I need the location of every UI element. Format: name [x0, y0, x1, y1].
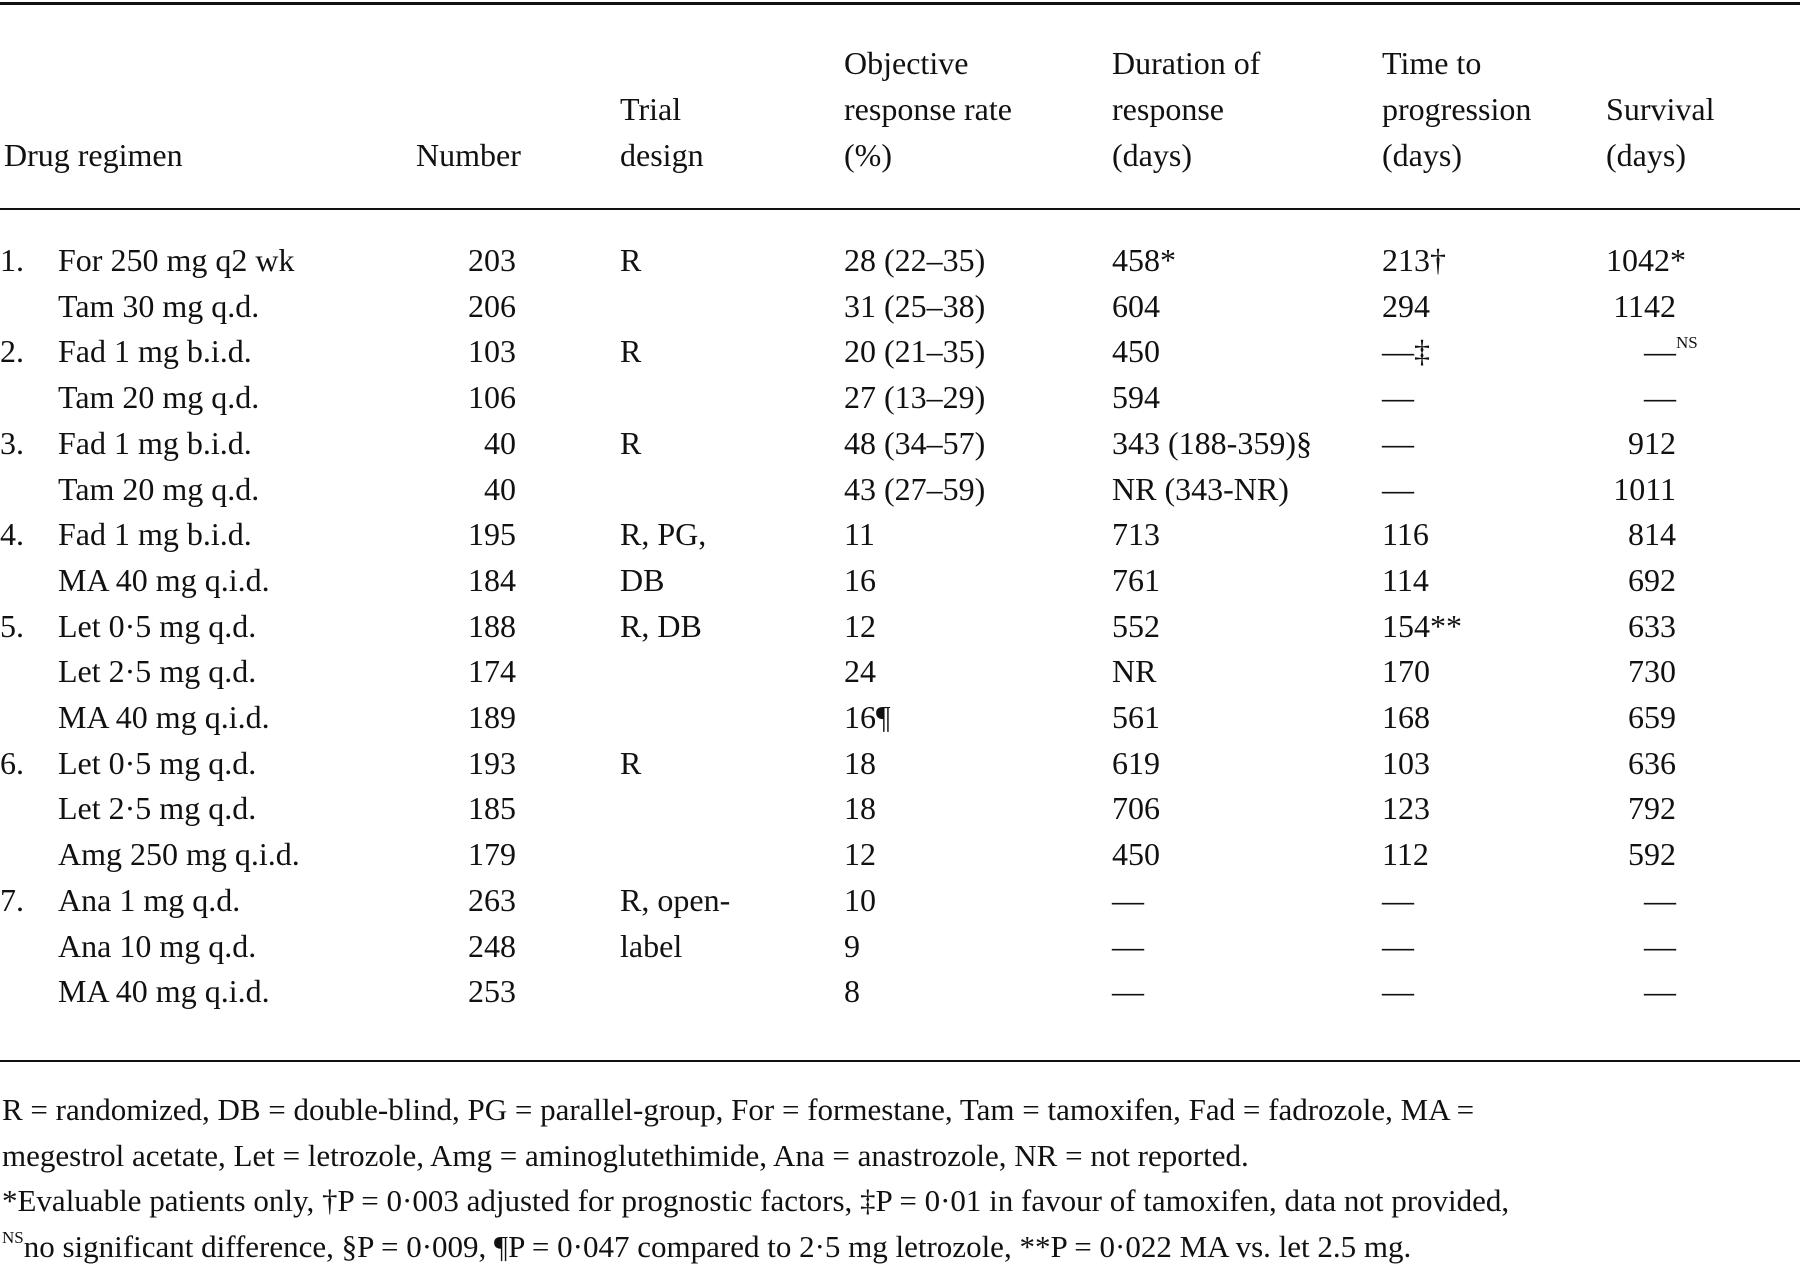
cell-number: 193 [416, 741, 620, 787]
cell-trial-design: R [620, 329, 844, 375]
cell-drug-regimen: Let 2·5 mg q.d. [58, 786, 416, 832]
cell-drug-regimen: Amg 250 mg q.i.d. [58, 832, 416, 878]
cell-survival: — [1606, 969, 1800, 1015]
ns-superscript: NS [1676, 333, 1698, 352]
cell-trial-design [620, 969, 844, 1015]
cell-trial-design: R [620, 741, 844, 787]
cell-survival: — [1606, 878, 1800, 924]
cell-time-to-progression: 213† [1382, 238, 1606, 284]
table-row [0, 421, 1800, 467]
cell-survival: 730 [1606, 649, 1800, 695]
cell-time-to-progression: 112 [1382, 832, 1606, 878]
cell-trial-design [620, 284, 844, 330]
cell-time-to-progression: 294 [1382, 284, 1606, 330]
cell-objective-response-rate: 24 [844, 649, 1112, 695]
cell-index: 3. [0, 421, 58, 467]
cell-duration-of-response: 619 [1112, 741, 1382, 787]
cell-trial-design: DB [620, 558, 844, 604]
cell-index: 2. [0, 329, 58, 375]
cell-drug-regimen: Ana 10 mg q.d. [58, 924, 416, 970]
cell-objective-response-rate: 31 (25–38) [844, 284, 1112, 330]
results-table [0, 40, 1800, 1015]
cell-number: 206 [416, 284, 620, 330]
cell-index [0, 375, 58, 421]
cell-duration-of-response: NR (343-NR) [1112, 467, 1382, 513]
cell-duration-of-response: 450 [1112, 329, 1382, 375]
cell-time-to-progression: 170 [1382, 649, 1606, 695]
table-row [0, 375, 1800, 421]
cell-trial-design [620, 467, 844, 513]
ns-superscript: NS [2, 1228, 24, 1247]
cell-drug-regimen: Fad 1 mg b.i.d. [58, 329, 416, 375]
cell-number: 106 [416, 375, 620, 421]
cell-duration-of-response: 713 [1112, 512, 1382, 558]
header-duration-of-response: Duration of response (days) [1112, 40, 1382, 182]
cell-number: 184 [416, 558, 620, 604]
cell-index [0, 284, 58, 330]
cell-number: 174 [416, 649, 620, 695]
cell-objective-response-rate: 18 [844, 741, 1112, 787]
cell-trial-design [620, 695, 844, 741]
cell-time-to-progression: — [1382, 878, 1606, 924]
header-row [0, 40, 1800, 182]
cell-drug-regimen: MA 40 mg q.i.d. [58, 558, 416, 604]
cell-drug-regimen: Let 2·5 mg q.d. [58, 649, 416, 695]
cell-survival: —$^{NS}$ [1606, 329, 1800, 375]
cell-survival: — [1606, 924, 1800, 970]
cell-duration-of-response: 458* [1112, 238, 1382, 284]
cell-time-to-progression: — [1382, 467, 1606, 513]
cell-objective-response-rate: 20 (21–35) [844, 329, 1112, 375]
cell-trial-design: label [620, 924, 844, 970]
cell-index: 1. [0, 238, 58, 284]
cell-time-to-progression: — [1382, 969, 1606, 1015]
cell-trial-design: R [620, 421, 844, 467]
cell-duration-of-response: 450 [1112, 832, 1382, 878]
cell-duration-of-response: — [1112, 969, 1382, 1015]
cell-objective-response-rate: 12 [844, 832, 1112, 878]
cell-drug-regimen: Let 0·5 mg q.d. [58, 741, 416, 787]
top-rule [0, 2, 1800, 5]
cell-survival: 1142 [1606, 284, 1800, 330]
cell-drug-regimen: Fad 1 mg b.i.d. [58, 512, 416, 558]
cell-index [0, 832, 58, 878]
footnote-significance-line-2: $^{NS}$no significant difference, §P = 0·009, ¶P = 0·047 compared to 2·5 mg letrozole, **P = 0·022 MA vs. let 2.5 mg. [2, 1224, 1798, 1269]
cell-time-to-progression: 114 [1382, 558, 1606, 604]
header-time-to-progression: Time to progression (days) [1382, 40, 1606, 182]
cell-index [0, 558, 58, 604]
cell-time-to-progression: 154** [1382, 604, 1606, 650]
cell-survival: 692 [1606, 558, 1800, 604]
cell-time-to-progression: 123 [1382, 786, 1606, 832]
cell-drug-regimen: Fad 1 mg b.i.d. [58, 421, 416, 467]
cell-objective-response-rate: 48 (34–57) [844, 421, 1112, 467]
cell-index [0, 924, 58, 970]
cell-trial-design [620, 649, 844, 695]
cell-trial-design [620, 832, 844, 878]
cell-drug-regimen: For 250 mg q2 wk [58, 238, 416, 284]
cell-number: 185 [416, 786, 620, 832]
table-row [0, 558, 1800, 604]
cell-number: 188 [416, 604, 620, 650]
cell-trial-design: R, open- [620, 878, 844, 924]
cell-number: 253 [416, 969, 620, 1015]
cell-time-to-progression: — [1382, 924, 1606, 970]
header-objective-response-rate: Objective response rate (%) [844, 40, 1112, 182]
cell-survival: 636 [1606, 741, 1800, 787]
footnote-abbreviations-line-1: R = randomized, DB = double-blind, PG = parallel-group, For = formestane, Tam = tamoxifen, Fad = fadrozole, MA = [2, 1087, 1798, 1133]
cell-number: 40 [416, 467, 620, 513]
cell-survival: 659 [1606, 695, 1800, 741]
cell-time-to-progression: — [1382, 421, 1606, 467]
cell-trial-design: R, PG, [620, 512, 844, 558]
cell-survival: 592 [1606, 832, 1800, 878]
cell-index: 7. [0, 878, 58, 924]
cell-number: 248 [416, 924, 620, 970]
footnote-abbreviations-line-2: megestrol acetate, Let = letrozole, Amg = aminoglutethimide, Ana = anastrozole, NR = not reported. [2, 1133, 1798, 1179]
cell-objective-response-rate: 9 [844, 924, 1112, 970]
cell-time-to-progression: 168 [1382, 695, 1606, 741]
cell-objective-response-rate: 43 (27–59) [844, 467, 1112, 513]
cell-time-to-progression: — [1382, 375, 1606, 421]
cell-survival: 912 [1606, 421, 1800, 467]
cell-duration-of-response: 604 [1112, 284, 1382, 330]
cell-drug-regimen: MA 40 mg q.i.d. [58, 695, 416, 741]
header-trial-design: Trial design [620, 40, 844, 182]
cell-objective-response-rate: 18 [844, 786, 1112, 832]
cell-trial-design: R [620, 238, 844, 284]
table-row [0, 832, 1800, 878]
cell-duration-of-response: NR [1112, 649, 1382, 695]
cell-duration-of-response: 343 (188-359)§ [1112, 421, 1382, 467]
cell-drug-regimen: Tam 20 mg q.d. [58, 467, 416, 513]
cell-index [0, 969, 58, 1015]
cell-time-to-progression: —‡ [1382, 329, 1606, 375]
cell-objective-response-rate: 8 [844, 969, 1112, 1015]
table-body [0, 238, 1800, 1015]
table-row [0, 878, 1800, 924]
cell-index [0, 786, 58, 832]
cell-number: 263 [416, 878, 620, 924]
cell-number: 179 [416, 832, 620, 878]
cell-trial-design [620, 786, 844, 832]
table-row [0, 741, 1800, 787]
table-row [0, 924, 1800, 970]
footer-rule [0, 1060, 1800, 1062]
cell-number: 195 [416, 512, 620, 558]
table-row [0, 695, 1800, 741]
cell-index [0, 695, 58, 741]
table-row [0, 329, 1800, 375]
cell-objective-response-rate: 27 (13–29) [844, 375, 1112, 421]
cell-duration-of-response: — [1112, 924, 1382, 970]
cell-index: 5. [0, 604, 58, 650]
cell-objective-response-rate: 10 [844, 878, 1112, 924]
header-number: Number [416, 40, 620, 182]
cell-survival: 1042* [1606, 238, 1800, 284]
header-drug-regimen: Drug regimen [0, 40, 416, 182]
table-row [0, 969, 1800, 1015]
cell-index: 6. [0, 741, 58, 787]
cell-survival: 814 [1606, 512, 1800, 558]
table-row [0, 284, 1800, 330]
cell-drug-regimen: Tam 30 mg q.d. [58, 284, 416, 330]
cell-survival: 1011 [1606, 467, 1800, 513]
cell-objective-response-rate: 28 (22–35) [844, 238, 1112, 284]
cell-duration-of-response: 561 [1112, 695, 1382, 741]
footnote-significance-line-1: *Evaluable patients only, †P = 0·003 adjusted for prognostic factors, ‡P = 0·01 in favour of tamoxifen, data not provided, [2, 1178, 1798, 1224]
cell-objective-response-rate: 16 [844, 558, 1112, 604]
cell-duration-of-response: — [1112, 878, 1382, 924]
cell-number: 103 [416, 329, 620, 375]
table-row [0, 238, 1800, 284]
cell-survival: 792 [1606, 786, 1800, 832]
cell-drug-regimen: Ana 1 mg q.d. [58, 878, 416, 924]
cell-index [0, 649, 58, 695]
cell-duration-of-response: 552 [1112, 604, 1382, 650]
footnotes [2, 1087, 1798, 1269]
cell-time-to-progression: 116 [1382, 512, 1606, 558]
cell-time-to-progression: 103 [1382, 741, 1606, 787]
cell-drug-regimen: Tam 20 mg q.d. [58, 375, 416, 421]
table-row [0, 786, 1800, 832]
table-row [0, 512, 1800, 558]
cell-index [0, 467, 58, 513]
header-survival: Survival (days) [1606, 40, 1800, 182]
cell-objective-response-rate: 11 [844, 512, 1112, 558]
cell-survival: 633 [1606, 604, 1800, 650]
table-row [0, 604, 1800, 650]
cell-number: 189 [416, 695, 620, 741]
cell-duration-of-response: 594 [1112, 375, 1382, 421]
cell-index: 4. [0, 512, 58, 558]
table-row [0, 467, 1800, 513]
cell-number: 203 [416, 238, 620, 284]
cell-objective-response-rate: 12 [844, 604, 1112, 650]
cell-number: 40 [416, 421, 620, 467]
cell-survival: — [1606, 375, 1800, 421]
cell-trial-design: R, DB [620, 604, 844, 650]
cell-drug-regimen: MA 40 mg q.i.d. [58, 969, 416, 1015]
table-row [0, 649, 1800, 695]
cell-duration-of-response: 761 [1112, 558, 1382, 604]
cell-trial-design [620, 375, 844, 421]
cell-objective-response-rate: 16¶ [844, 695, 1112, 741]
cell-drug-regimen: Let 0·5 mg q.d. [58, 604, 416, 650]
cell-duration-of-response: 706 [1112, 786, 1382, 832]
